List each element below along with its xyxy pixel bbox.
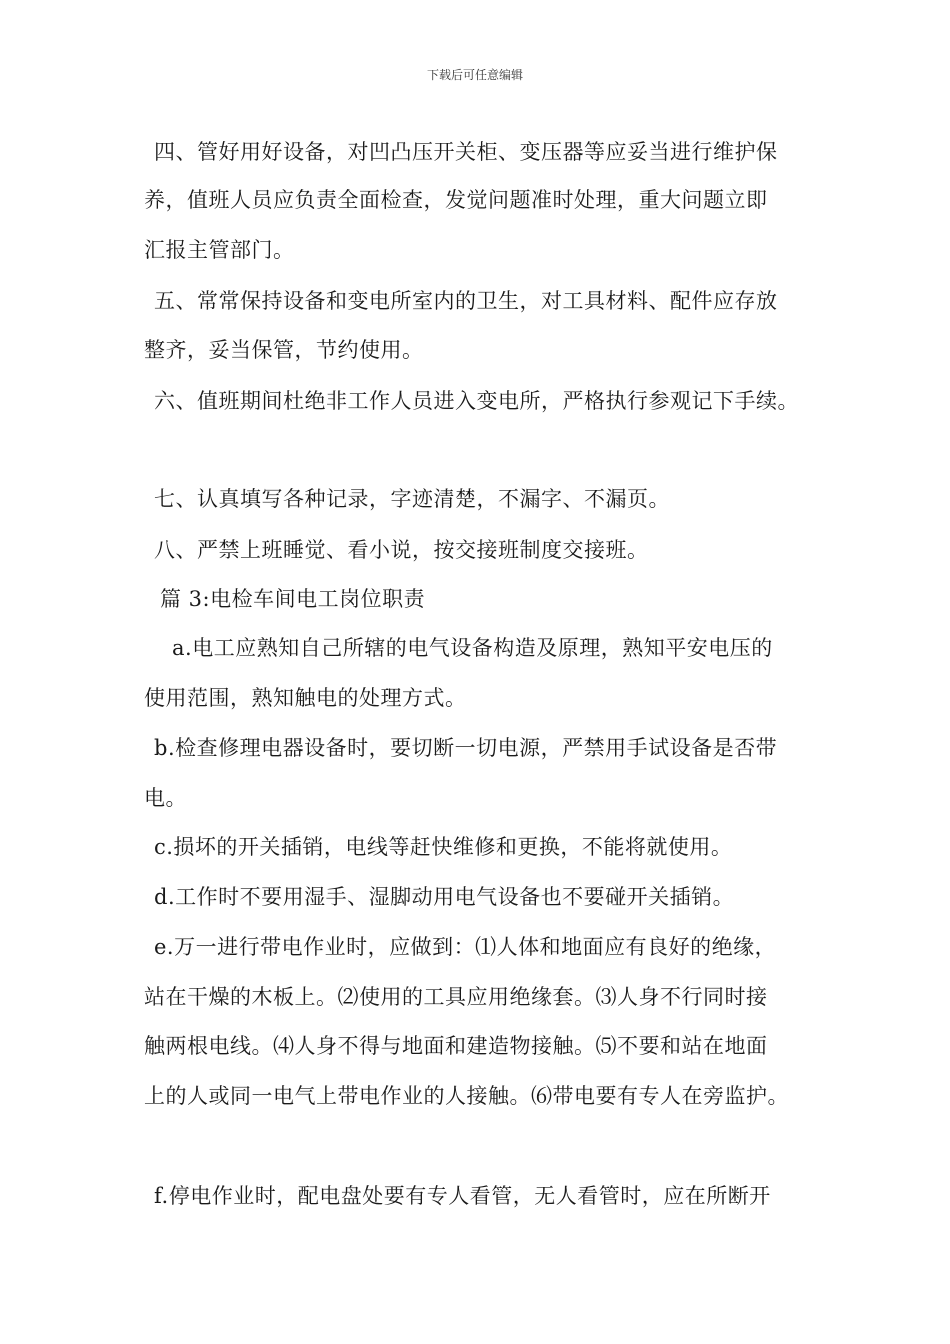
- text-line: 使用范围，熟知触电的处理方式。: [144, 686, 467, 710]
- text-line: e.万一进行带电作业时，应做到：⑴人体和地面应有良好的绝缘，: [154, 935, 777, 959]
- page-header: 下载后可任意编辑: [426, 68, 523, 82]
- text-line: 电。: [144, 786, 187, 810]
- text-line: 七、认真填写各种记录，字迹清楚，不漏字、不漏页。: [154, 487, 670, 511]
- text-line: c.损坏的开关插销，电线等赶快维修和更换，不能将就使用。: [154, 835, 733, 859]
- text-line: 汇报主管部门。: [144, 238, 295, 262]
- text-line: b.检查修理电器设备时，要切断一切电源，严禁用手试设备是否带: [154, 736, 778, 760]
- text-line: 上的人或同一电气上带电作业的人接触。⑹带电要有专人在旁监护。: [144, 1084, 789, 1108]
- text-line: d.工作时不要用湿手、湿脚动用电气设备也不要碰开关插销。: [154, 885, 735, 909]
- section-title: 篇 3:电检车间电工岗位职责: [160, 587, 426, 611]
- text-line: 整齐，妥当保管，节约使用。: [144, 338, 424, 362]
- text-line: 五、常常保持设备和变电所室内的卫生，对工具材料、配件应存放: [154, 289, 778, 313]
- text-line: 六、值班期间杜绝非工作人员进入变电所，严格执行参观记下手续。: [154, 389, 799, 413]
- text-line: a.电工应熟知自己所辖的电气设备构造及原理，熟知平安电压的: [172, 636, 773, 660]
- text-line: 八、严禁上班睡觉、看小说，按交接班制度交接班。: [154, 538, 649, 562]
- text-line: 四、管好用好设备，对凹凸压开关柜、变压器等应妥当进行维护保: [154, 140, 778, 164]
- text-line: f.停电作业时，配电盘处要有专人看管，无人看管时，应在所断开: [154, 1184, 771, 1208]
- text-line: 养，值班人员应负责全面检查，发觉问题准时处理，重大问题立即: [144, 188, 768, 212]
- text-line: 站在干燥的木板上。⑵使用的工具应用绝缘套。⑶人身不行同时接: [144, 985, 768, 1009]
- text-line: 触两根电线。⑷人身不得与地面和建造物接触。⑸不要和站在地面: [144, 1034, 768, 1058]
